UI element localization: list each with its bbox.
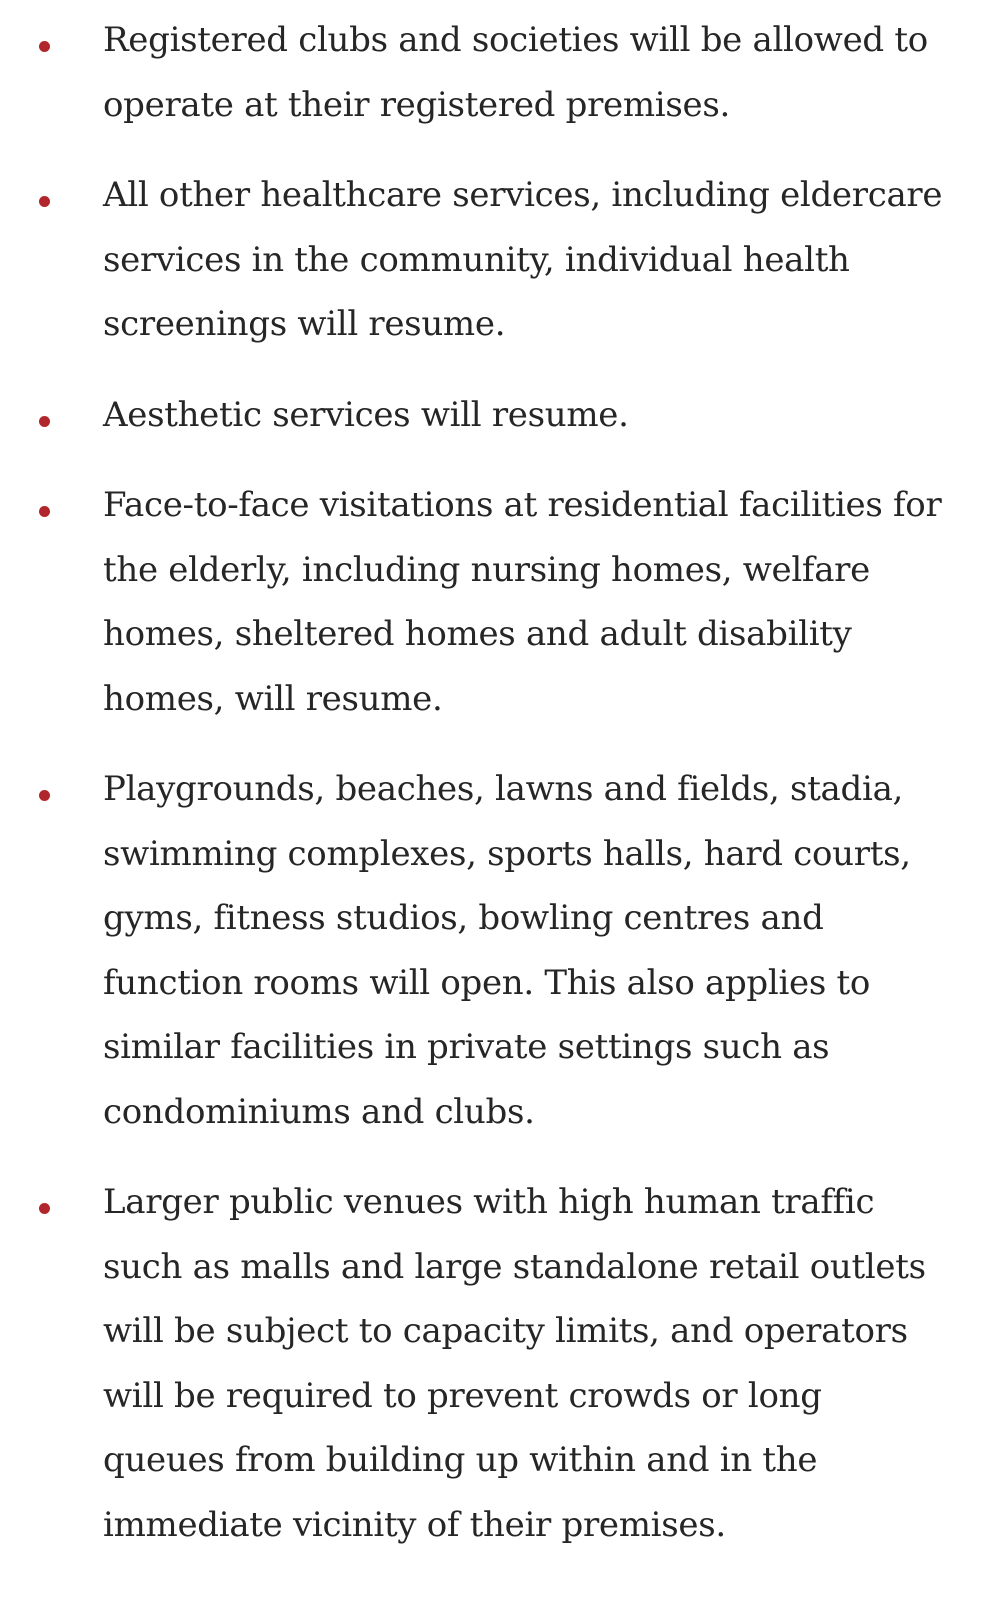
bullet-dot-icon (39, 506, 50, 517)
bullet-dot-icon (39, 790, 50, 801)
list-item-text: Face-to-face visitations at residential facilities for the elderly, including nursing homes, welfare homes, sheltered homes and adult disability homes, will resume. (103, 485, 942, 719)
bullet-dot-icon (39, 1203, 50, 1214)
bullet-dot-icon (39, 41, 50, 52)
list-item (0, 383, 983, 448)
bullet-list (0, 8, 983, 1583)
list-item-text: Aesthetic services will resume. (103, 394, 629, 435)
list-item-text: Registered clubs and societies will be allowed to operate at their registered premises. (103, 20, 928, 125)
bullet-dot-icon (39, 416, 50, 427)
list-item (0, 8, 983, 137)
list-item (0, 1170, 983, 1557)
list-item (0, 473, 983, 731)
list-item-text: All other healthcare services, including eldercare services in the community, individual health screenings will resume. (103, 175, 943, 344)
list-item (0, 163, 983, 357)
list-item-text: Playgrounds, beaches, lawns and fields, stadia, swimming complexes, sports halls, hard courts, gyms, fitness studios, bowling centres and function rooms will open. This also applies to similar facilities in private settings such as condominiums and clubs. (103, 769, 911, 1132)
bullet-dot-icon (39, 196, 50, 207)
list-item (0, 757, 983, 1144)
list-item-text: Larger public venues with high human traffic such as malls and large standalone retail outlets will be subject to capacity limits, and operators will be required to prevent crowds or long queues from building up within and in the immediate vicinity of their premises. (103, 1182, 926, 1545)
